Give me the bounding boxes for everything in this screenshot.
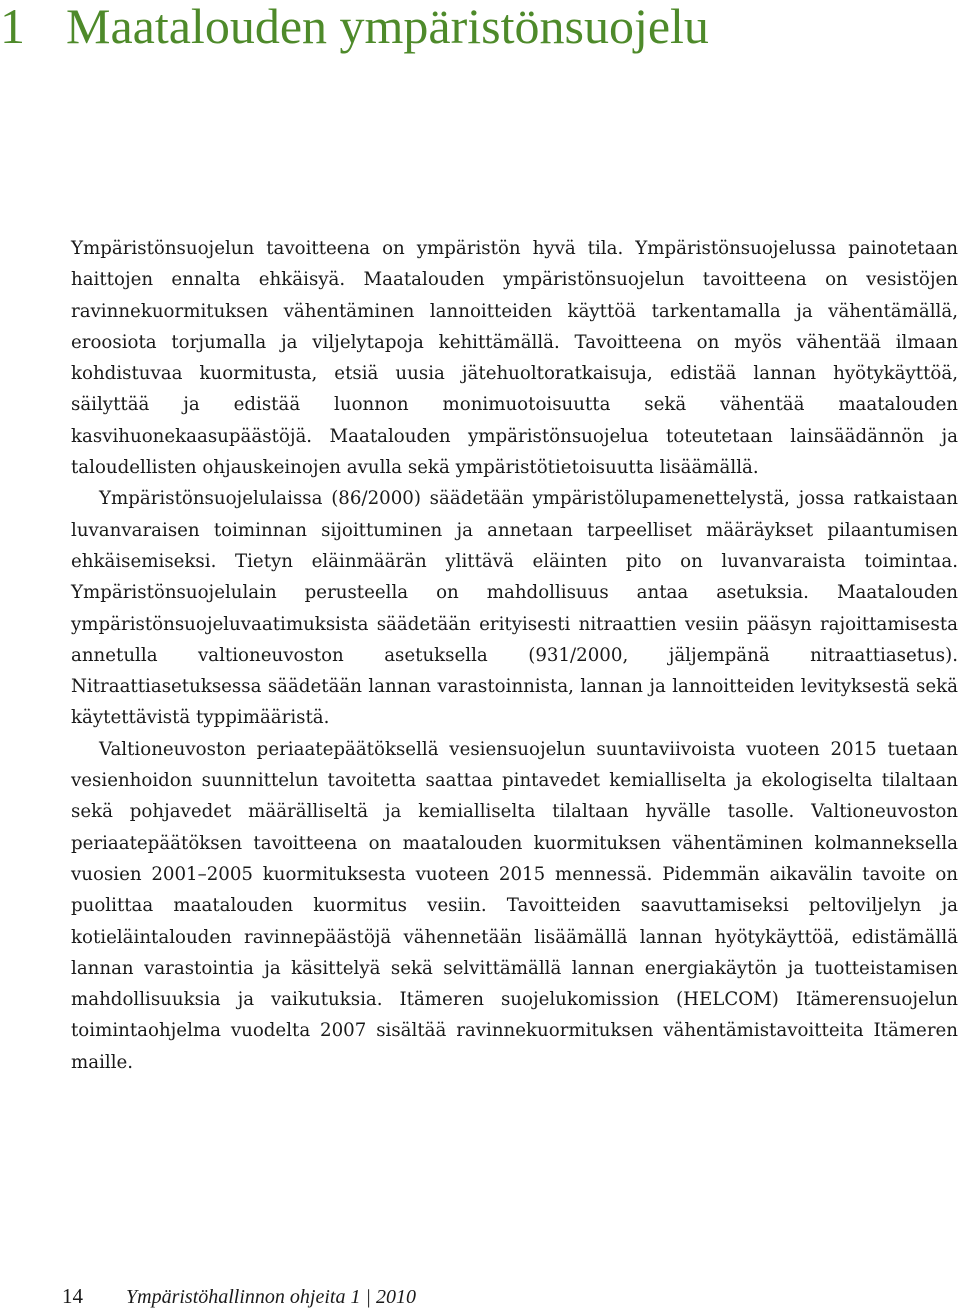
page-number: 14 bbox=[62, 1284, 83, 1308]
chapter-title: Maatalouden ympäristönsuojelu bbox=[66, 0, 709, 54]
paragraph-environmental-protection-act: Ympäristönsuojelulaissa (86/2000) säädetään ympäristölupamenettelystä, jossa ratkaistaan luvanvaraisen toiminnan sijoittuminen ja annetaan tarpeelliset määräykset pilaantumisen ehkäisemiseksi. Tietyn eläinmäärän ylittävä eläinten pito on luvanvaraista toimintaa. Ympäristönsuojelulain perusteella on mahdollisuus antaa asetuksia. Maatalouden ympäristönsuojeluvaatimuksista säädetään erityisesti nitraattien vesiin pääsyn rajoittamisesta annetulla valtioneuvoston asetuksella (931/2000, jäljempänä nitraattiasetus). Nitraattiasetuksessa säädetään lannan varastoinnista, lannan ja lannoitteiden levityksestä sekä käytettävistä typpimääristä. bbox=[71, 488, 958, 729]
body-text bbox=[71, 233, 958, 1078]
paragraph-intro: Ympäristönsuojelun tavoitteena on ympäristön hyvä tila. Ympäristönsuojelussa painotetaan haittojen ennalta ehkäisyä. Maatalouden ympäristönsuojelun tavoitteena on vesistöjen ravinnekuormituksen vähentäminen lannoitteiden käyttöä tarkentamalla ja vähentämällä, eroosiota torjumalla ja viljelytapoja kehittämällä. Tavoitteena on myös vähentää ilmaan kohdistuvaa kuormitusta, etsiä uusia jätehuoltoratkaisuja, edistää lannan hyötykäyttöä, säilyttää ja edistää luonnon monimuotoisuutta sekä vähentää maatalouden kasvihuonekaasupäästöjä. Maatalouden ympäristönsuojelua toteutetaan lainsäädännön ja taloudellisten ohjauskeinojen avulla sekä ympäristötietoisuutta lisäämällä. bbox=[71, 238, 958, 479]
chapter-number: 1 bbox=[0, 0, 25, 54]
publication-series: Ympäristöhallinnon ohjeita 1 | 2010 bbox=[126, 1286, 416, 1308]
paragraph-government-resolution: Valtioneuvoston periaatepäätöksellä vesiensuojelun suuntaviivoista vuoteen 2015 tuetaan vesienhoidon suunnittelun tavoitetta saattaa pintavedet kemialliselta ja ekologiselta tilaltaan sekä pohjavedet määrälliseltä ja kemialliselta tilaltaan hyvälle tasolle. Valtioneuvoston periaatepäätöksen tavoitteena on maatalouden kuormituksen vähentäminen kolmanneksella vuosien 2001–2005 kuormituksesta vuoteen 2015 mennessä. Pidemmän aikavälin tavoite on puolittaa maatalouden kuormitus vesiin. Tavoitteiden saavuttamiseksi peltoviljelyn ja kotieläintalouden ravinnepäästöjä vähennetään lisäämällä lannan hyötykäyttöä, edistämällä lannan varastointia ja käsittelyä sekä selvittämällä lannan energiakäytön ja tuotteistamisen mahdollisuuksia ja vaikutuksia. Itämeren suojelukomission (HELCOM) Itämerensuojelun toimintaohjelma vuodelta 2007 sisältää ravinnekuormituksen vähentämistavoitteita Itämeren maille. bbox=[71, 738, 958, 1073]
chapter-heading bbox=[0, 0, 709, 52]
page-footer bbox=[62, 1282, 416, 1311]
